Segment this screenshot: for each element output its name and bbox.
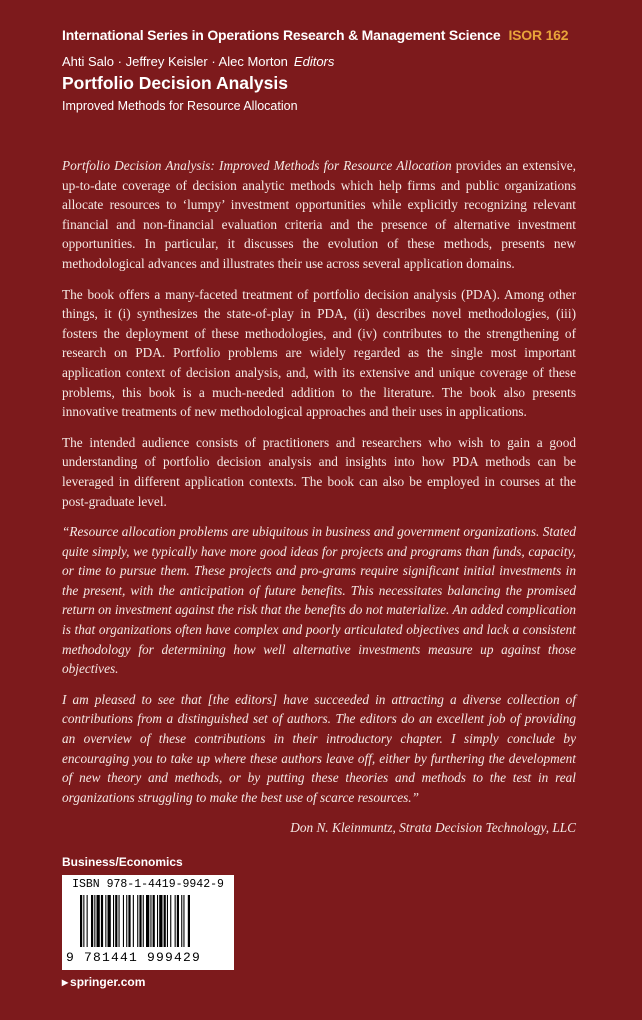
arrow-icon: ▸ — [62, 975, 69, 989]
quote-attribution: Don N. Kleinmuntz, Strata Decision Technology, LLC — [290, 820, 576, 836]
book-title: Portfolio Decision Analysis — [62, 73, 288, 93]
series-name: International Series in Operations Research & Management Science — [62, 27, 501, 43]
quote-paragraph-2: I am pleased to see that [the editors] have succeeded in attracting a diverse collection of contributions from a distinguished set of authors. The editors do an excellent job of providing an overview of these contributions in their introductory chapter. I simply conclude by encouraging you to take up where these authors leave off, either by furthering the development of new theory and methods, or by putting these theories and methods to the test in real organizations struggling to make the best use of scarce resources.” — [62, 691, 576, 805]
subject-category: Business/Economics — [62, 855, 183, 869]
back-cover-text — [62, 156, 576, 849]
book-subtitle: Improved Methods for Resource Allocation — [62, 99, 298, 113]
paragraph-audience: The intended audience consists of practitioners and researchers who wish to gain a good understanding of portfolio decision analysis and insights into how PDA methods can be leveraged in different application contexts. The book can also be employed in courses at the post-graduate level. — [62, 434, 576, 509]
barcode-bars — [80, 895, 220, 947]
intro-title-italic: Portfolio Decision Analysis: Improved Methods for Resource Allocation — [62, 158, 452, 173]
paragraph-intro — [62, 156, 576, 274]
isbn-barcode — [62, 875, 234, 970]
series-line — [62, 27, 622, 43]
quote-paragraph-1: “Resource allocation problems are ubiquitous in business and government organizations. Stated quite simply, we typically have more good ideas for projects and programs than funds, capacity, or time to pursue them. These projects and pro-grams require significant initial investments in the present, with the anticipation of future benefits. This necessitates balancing the promised return on investment against the risk that the benefits do not materialize. An added complication is that organizations often have complex and poorly articulated objectives and lack a consistent methodology for determining how well alternative investments measure up against those objectives. — [62, 524, 576, 677]
intro-rest: provides an extensive, up-to-date coverage of decision analytic methods which help firms and public organizations allocate resources to ‘lumpy’ investment opportunities while explicitly recognizing relevant financial and non-financial evaluation criteria and the presence of alternative investment opportunities. In particular, it discusses the evolution of these methods, presents new methodological advances and illustrates their use across several application domains. — [62, 158, 576, 271]
isbn-label: ISBN 978-1-4419-9942-9 — [72, 878, 224, 891]
editor-names: Ahti Salo · Jeffrey Keisler · Alec Morton — [62, 54, 288, 69]
editors-line — [62, 54, 622, 69]
paragraph-treatment: The book offers a many-faceted treatment of portfolio decision analysis (PDA). Among other things, it (i) synthesizes the state-of-play in PDA, (ii) describes novel methodologies, (iii) fosters the deployment of these methodologies, and (iv) contributes to the strengthening of research on PDA. Portfolio problems are widely regarded as the single most important application context of decision analysis, and, with its extensive and unique coverage of these problems, this book is a much-needed addition to the literature. The book also presents innovative treatments of new methodological approaches and their uses in applications. — [62, 286, 576, 420]
editors-role: Editors — [293, 54, 335, 69]
cover-header — [62, 27, 622, 113]
series-code: ISOR 162 — [508, 27, 569, 43]
publisher-name: springer.com — [70, 975, 146, 989]
publisher-link[interactable] — [62, 975, 145, 989]
barcode-digits: 9 781441 999429 — [66, 950, 202, 965]
